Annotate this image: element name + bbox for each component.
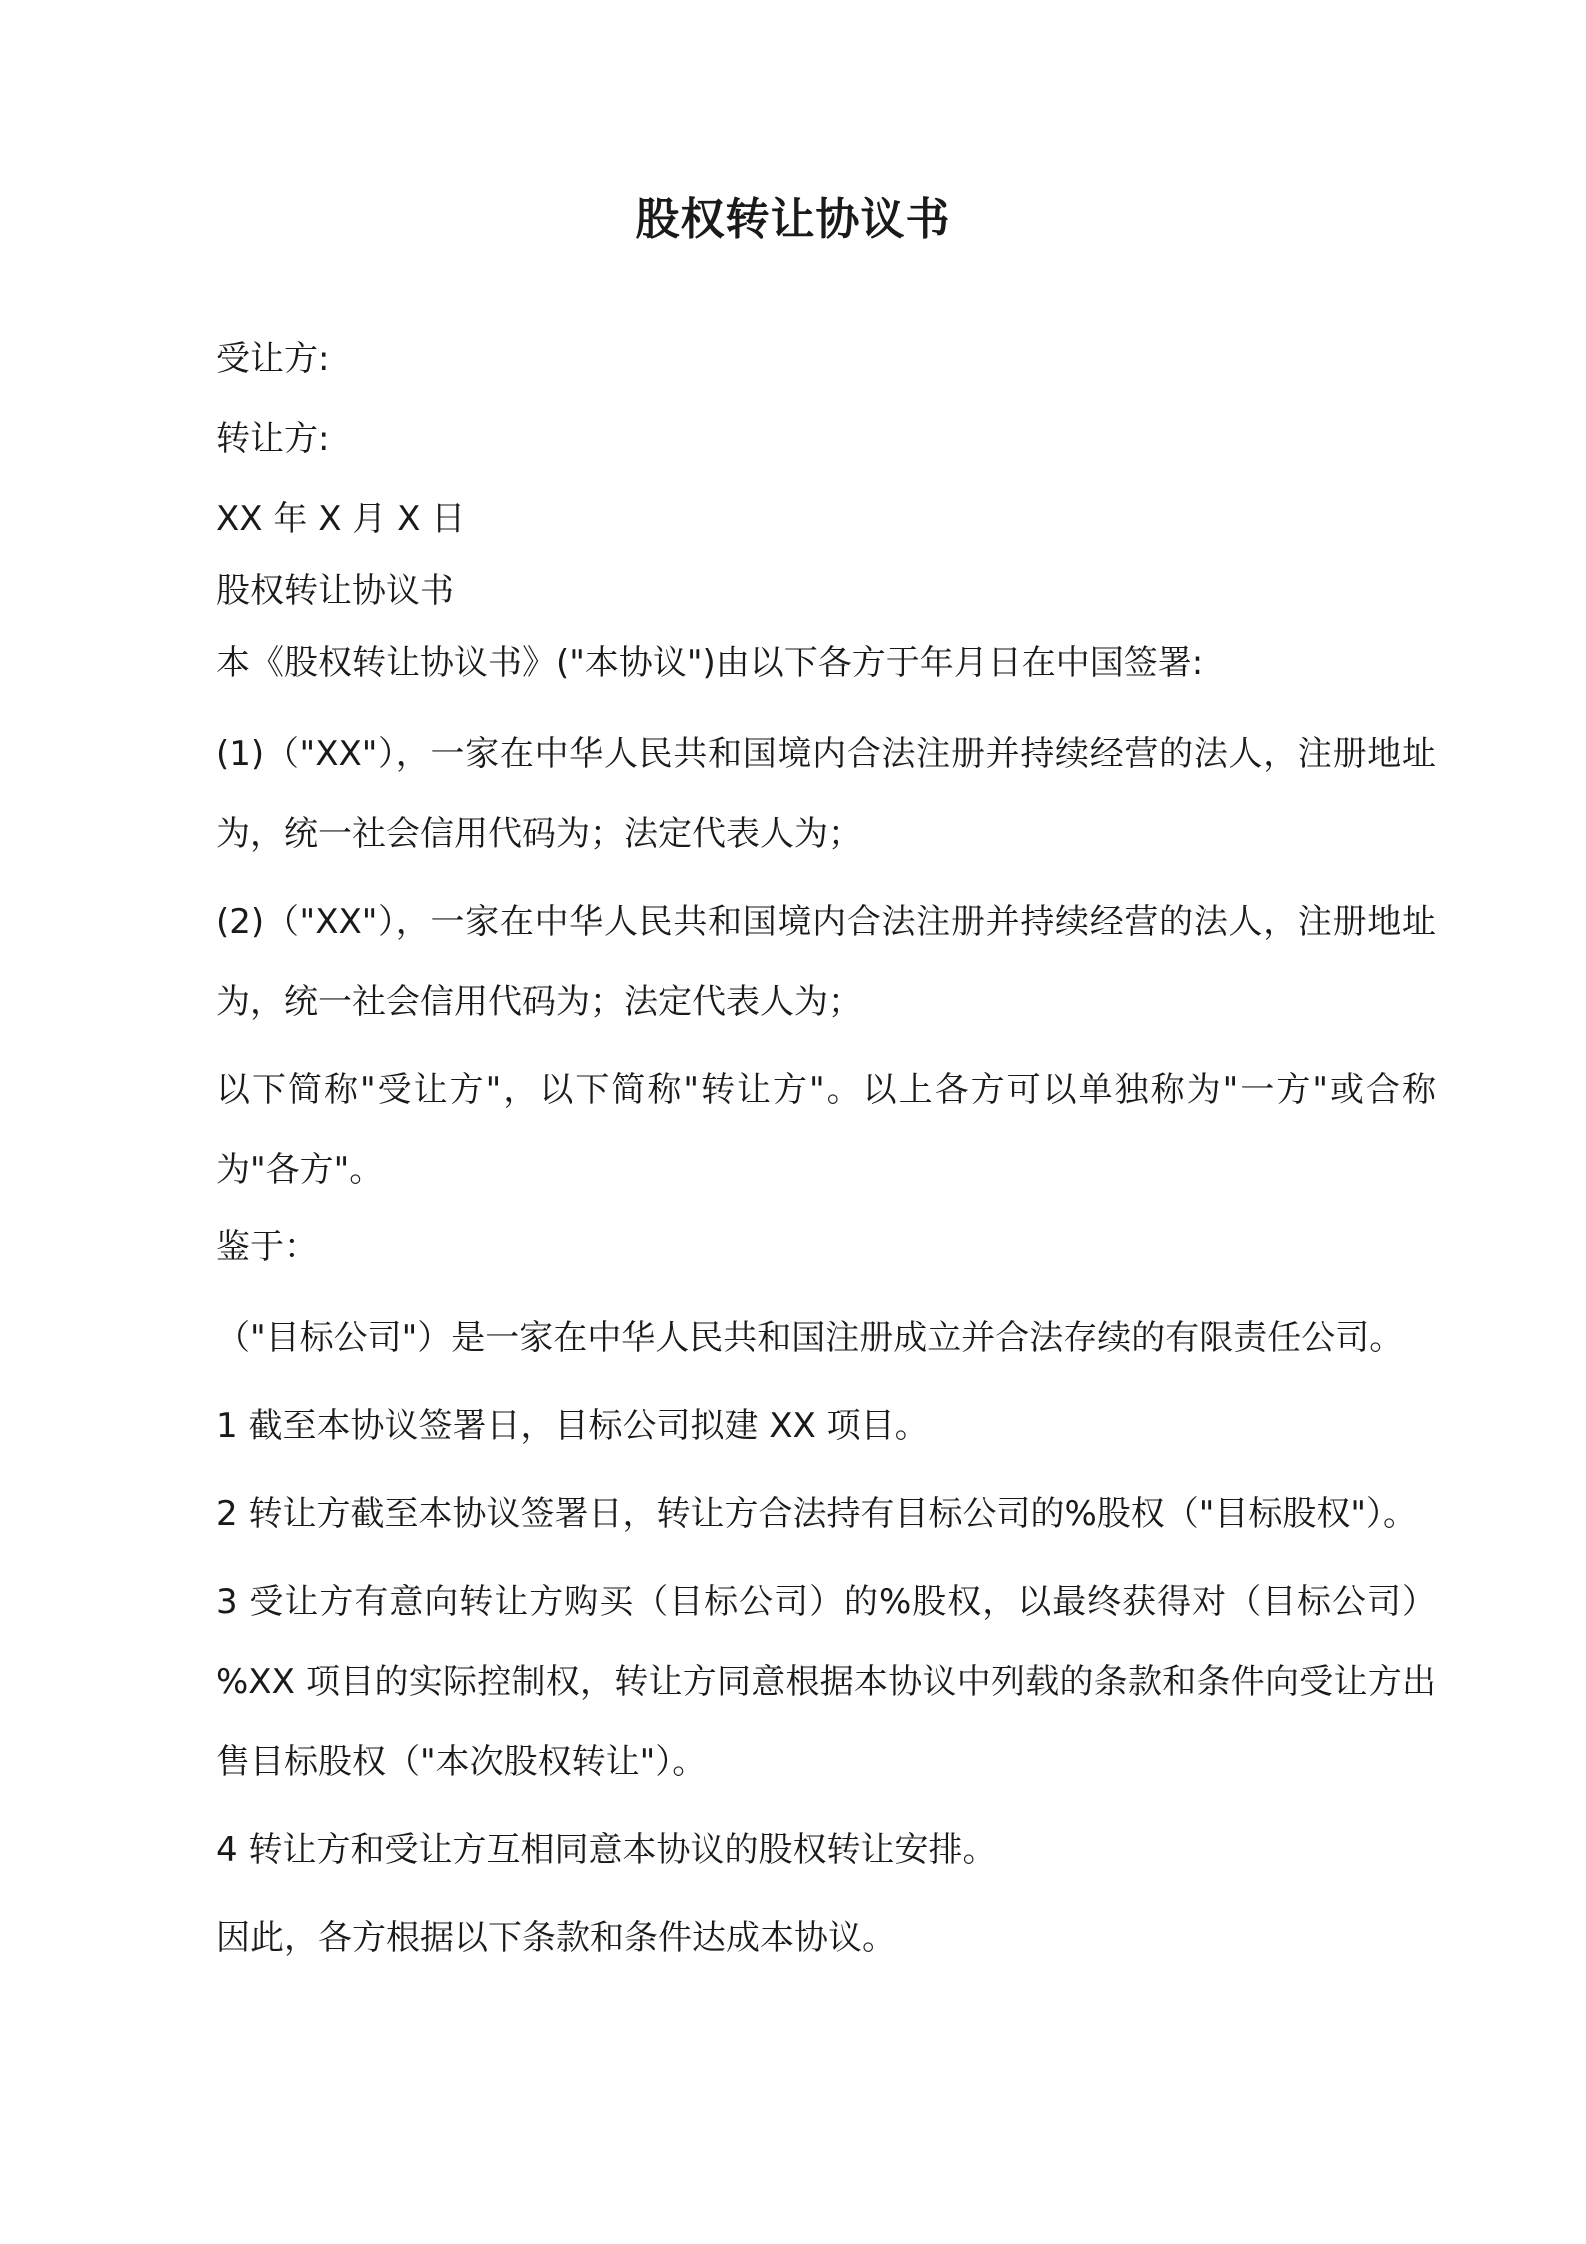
- abbreviation-paragraph: 以下简称"受让方"，以下简称"转让方"。以上各方可以单独称为"一方"或合称为"各方"。: [216, 1070, 1436, 1190]
- recital-item: 3 受让方有意向转让方购买（目标公司）的%股权，以最终获得对（目标公司）%XX 项目的实际控制权，转让方同意根据本协议中列载的条款和条件向受让方出售目标股权（"本次股权转让"）。: [216, 1582, 1436, 1782]
- intro-paragraph: 本《股权转让协议书》("本协议")由以下各方于年月日在中国签署:: [216, 643, 1204, 683]
- recital-item: 2 转让方截至本协议签署日，转让方合法持有目标公司的%股权（"目标股权"）。: [216, 1494, 1418, 1534]
- whereas-label: 鉴于：: [216, 1227, 318, 1267]
- target-company-paragraph: （"目标公司"）是一家在中华人民共和国注册成立并合法存续的有限责任公司。: [216, 1318, 1404, 1358]
- conclusion-paragraph: 因此，各方根据以下条款和条件达成本协议。: [216, 1918, 896, 1958]
- document-title: 股权转让协议书: [635, 194, 951, 245]
- document-body: [216, 330, 1436, 1986]
- recital-item: 4 转让方和受让方互相同意本协议的股权转让安排。: [216, 1830, 997, 1870]
- party-2-paragraph: (2)（"XX"），一家在中华人民共和国境内合法注册并持续经营的法人，注册地址为，统一社会信用代码为；法定代表人为；: [216, 902, 1436, 1022]
- transferee-field: 受让方:: [216, 339, 330, 379]
- transferor-field: 转让方:: [216, 419, 330, 459]
- party-1-paragraph: (1)（"XX"），一家在中华人民共和国境内合法注册并持续经营的法人，注册地址为，统一社会信用代码为；法定代表人为；: [216, 734, 1436, 854]
- date-field: XX 年 X 月 X 日: [216, 499, 466, 539]
- subtitle: 股权转让协议书: [216, 571, 454, 611]
- recital-item: 1 截至本协议签署日，目标公司拟建 XX 项目。: [216, 1406, 929, 1446]
